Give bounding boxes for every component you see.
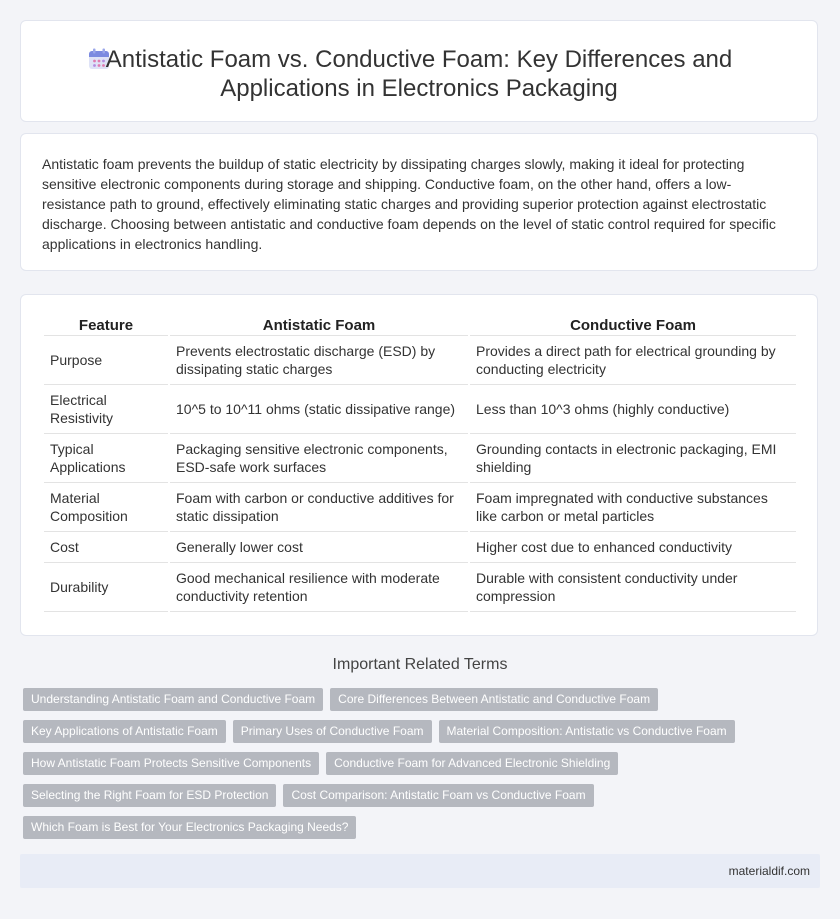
- related-term-link[interactable]: Key Applications of Antistatic Foam: [23, 720, 226, 743]
- table-cell: Packaging sensitive electronic components, ESD-safe work surfaces: [170, 434, 468, 483]
- table-cell: Foam impregnated with conductive substances like carbon or metal particles: [470, 483, 796, 532]
- comparison-table: [42, 315, 798, 612]
- related-term-link[interactable]: Conductive Foam for Advanced Electronic Shielding: [326, 752, 618, 775]
- table-cell: Durable with consistent conductivity under compression: [470, 563, 796, 612]
- table-row: [44, 385, 796, 434]
- page-title: Antistatic Foam vs. Conductive Foam: Key Differences and Applications in Electronics Packaging: [105, 46, 733, 102]
- table-cell: Less than 10^3 ohms (highly conductive): [470, 385, 796, 434]
- table-cell: Durability: [44, 563, 168, 612]
- related-term-link[interactable]: Material Composition: Antistatic vs Conductive Foam: [439, 720, 735, 743]
- table-row: [44, 563, 796, 612]
- related-term-link[interactable]: Understanding Antistatic Foam and Conductive Foam: [23, 688, 323, 711]
- table-cell: Cost: [44, 532, 168, 563]
- footer: [20, 854, 820, 888]
- column-header: Conductive Foam: [470, 315, 796, 336]
- comparison-card: [20, 294, 818, 636]
- table-row: [44, 336, 796, 385]
- table-cell: Purpose: [44, 336, 168, 385]
- table-cell: Higher cost due to enhanced conductivity: [470, 532, 796, 563]
- site-name[interactable]: materialdif.com: [728, 864, 810, 878]
- column-header: Antistatic Foam: [170, 315, 468, 336]
- table-cell: Typical Applications: [44, 434, 168, 483]
- table-cell: Generally lower cost: [170, 532, 468, 563]
- related-term-link[interactable]: Primary Uses of Conductive Foam: [233, 720, 432, 743]
- table-cell: Material Composition: [44, 483, 168, 532]
- related-terms-list: [23, 688, 823, 839]
- intro-paragraph: Antistatic foam prevents the buildup of static electricity by dissipating charges slowly, making it ideal for protecting sensitive electronic components during storage and shipping. Conductive foam, on the other hand, offers a low-resistance path to ground, effectively eliminating static charges and providing superior protection against electrostatic discharge. Choosing between antistatic and conductive foam depends on the level of static control required for specific applications in electronics handling.: [42, 156, 776, 252]
- related-term-link[interactable]: Which Foam is Best for Your Electronics Packaging Needs?: [23, 816, 356, 839]
- header-card: [20, 20, 818, 122]
- table-cell: Prevents electrostatic discharge (ESD) by dissipating static charges: [170, 336, 468, 385]
- table-row: [44, 434, 796, 483]
- table-cell: Electrical Resistivity: [44, 385, 168, 434]
- table-cell: Grounding contacts in electronic packaging, EMI shielding: [470, 434, 796, 483]
- related-term-link[interactable]: Core Differences Between Antistatic and Conductive Foam: [330, 688, 658, 711]
- table-cell: Good mechanical resilience with moderate conductivity retention: [170, 563, 468, 612]
- table-row: [44, 483, 796, 532]
- table-cell: Provides a direct path for electrical grounding by conducting electricity: [470, 336, 796, 385]
- table-row: [44, 532, 796, 563]
- related-term-link[interactable]: How Antistatic Foam Protects Sensitive Components: [23, 752, 319, 775]
- column-header: Feature: [44, 315, 168, 336]
- related-terms-title: Important Related Terms: [332, 656, 508, 673]
- related-term-link[interactable]: Selecting the Right Foam for ESD Protection: [23, 784, 276, 807]
- related-term-link[interactable]: Cost Comparison: Antistatic Foam vs Conductive Foam: [283, 784, 593, 807]
- table-cell: Foam with carbon or conductive additives for static dissipation: [170, 483, 468, 532]
- table-cell: 10^5 to 10^11 ohms (static dissipative range): [170, 385, 468, 434]
- table-header-row: [44, 315, 796, 336]
- intro-card: [20, 133, 818, 271]
